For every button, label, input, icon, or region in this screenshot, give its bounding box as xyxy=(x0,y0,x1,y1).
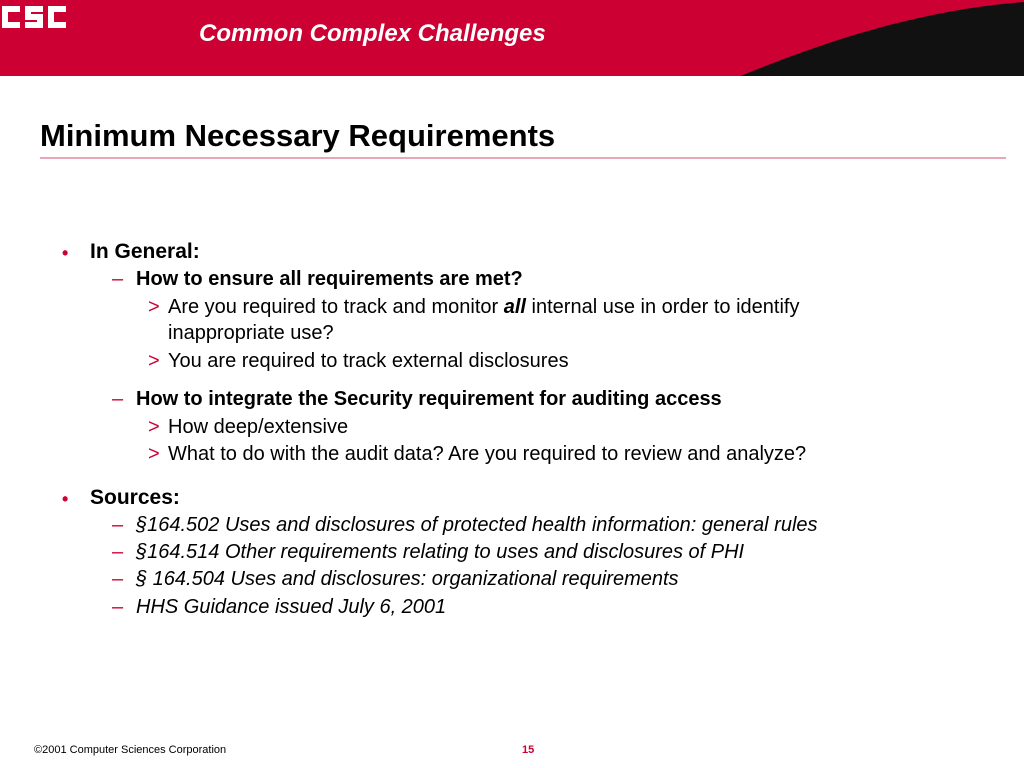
section-heading-general: In General: xyxy=(90,240,200,263)
subitem-track-monitor-cont: inappropriate use? xyxy=(168,322,334,344)
bullet-icon: • xyxy=(62,489,69,509)
item-ensure-requirements: How to ensure all requirements are met? xyxy=(136,268,523,290)
dash-icon: – xyxy=(112,541,124,563)
source-hhs-guidance: HHS Guidance issued July 6, 2001 xyxy=(136,596,447,618)
chevron-right-icon: > xyxy=(148,296,160,318)
subitem-track-monitor-post: internal use in order to identify xyxy=(525,296,800,318)
dash-icon: – xyxy=(112,268,124,290)
dash-icon: – xyxy=(112,514,124,536)
dash-icon: – xyxy=(112,388,124,410)
chevron-right-icon: > xyxy=(148,416,160,438)
bullet-icon: • xyxy=(62,243,69,263)
item-security-auditing: How to integrate the Security requirement for auditing access xyxy=(136,388,722,410)
chevron-right-icon: > xyxy=(148,350,160,372)
source-164-514: §164.514 Other requirements relating to uses and disclosures of PHI xyxy=(136,541,745,563)
subitem-external-disclosures: You are required to track external disclosures xyxy=(168,350,569,372)
section-heading-sources: Sources: xyxy=(90,486,180,509)
subitem-track-monitor-emph: all xyxy=(503,296,526,318)
subitem-audit-data: What to do with the audit data? Are you required to review and analyze? xyxy=(168,443,807,465)
subitem-how-deep: How deep/extensive xyxy=(168,416,349,438)
dash-icon: – xyxy=(112,596,124,618)
source-164-504: § 164.504 Uses and disclosures: organizational requirements xyxy=(136,568,679,590)
footer-copyright: ©2001 Computer Sciences Corporation xyxy=(34,744,227,756)
header-title: Common Complex Challenges xyxy=(199,20,546,47)
chevron-right-icon: > xyxy=(148,443,160,465)
page-number: 15 xyxy=(522,744,535,756)
subitem-track-monitor xyxy=(168,296,799,319)
slide-title: Minimum Necessary Requirements xyxy=(40,118,556,153)
source-164-502: §164.502 Uses and disclosures of protected health information: general rules xyxy=(136,514,818,536)
dash-icon: – xyxy=(112,568,124,590)
subitem-track-monitor-pre: Are you required to track and monitor xyxy=(168,296,504,318)
